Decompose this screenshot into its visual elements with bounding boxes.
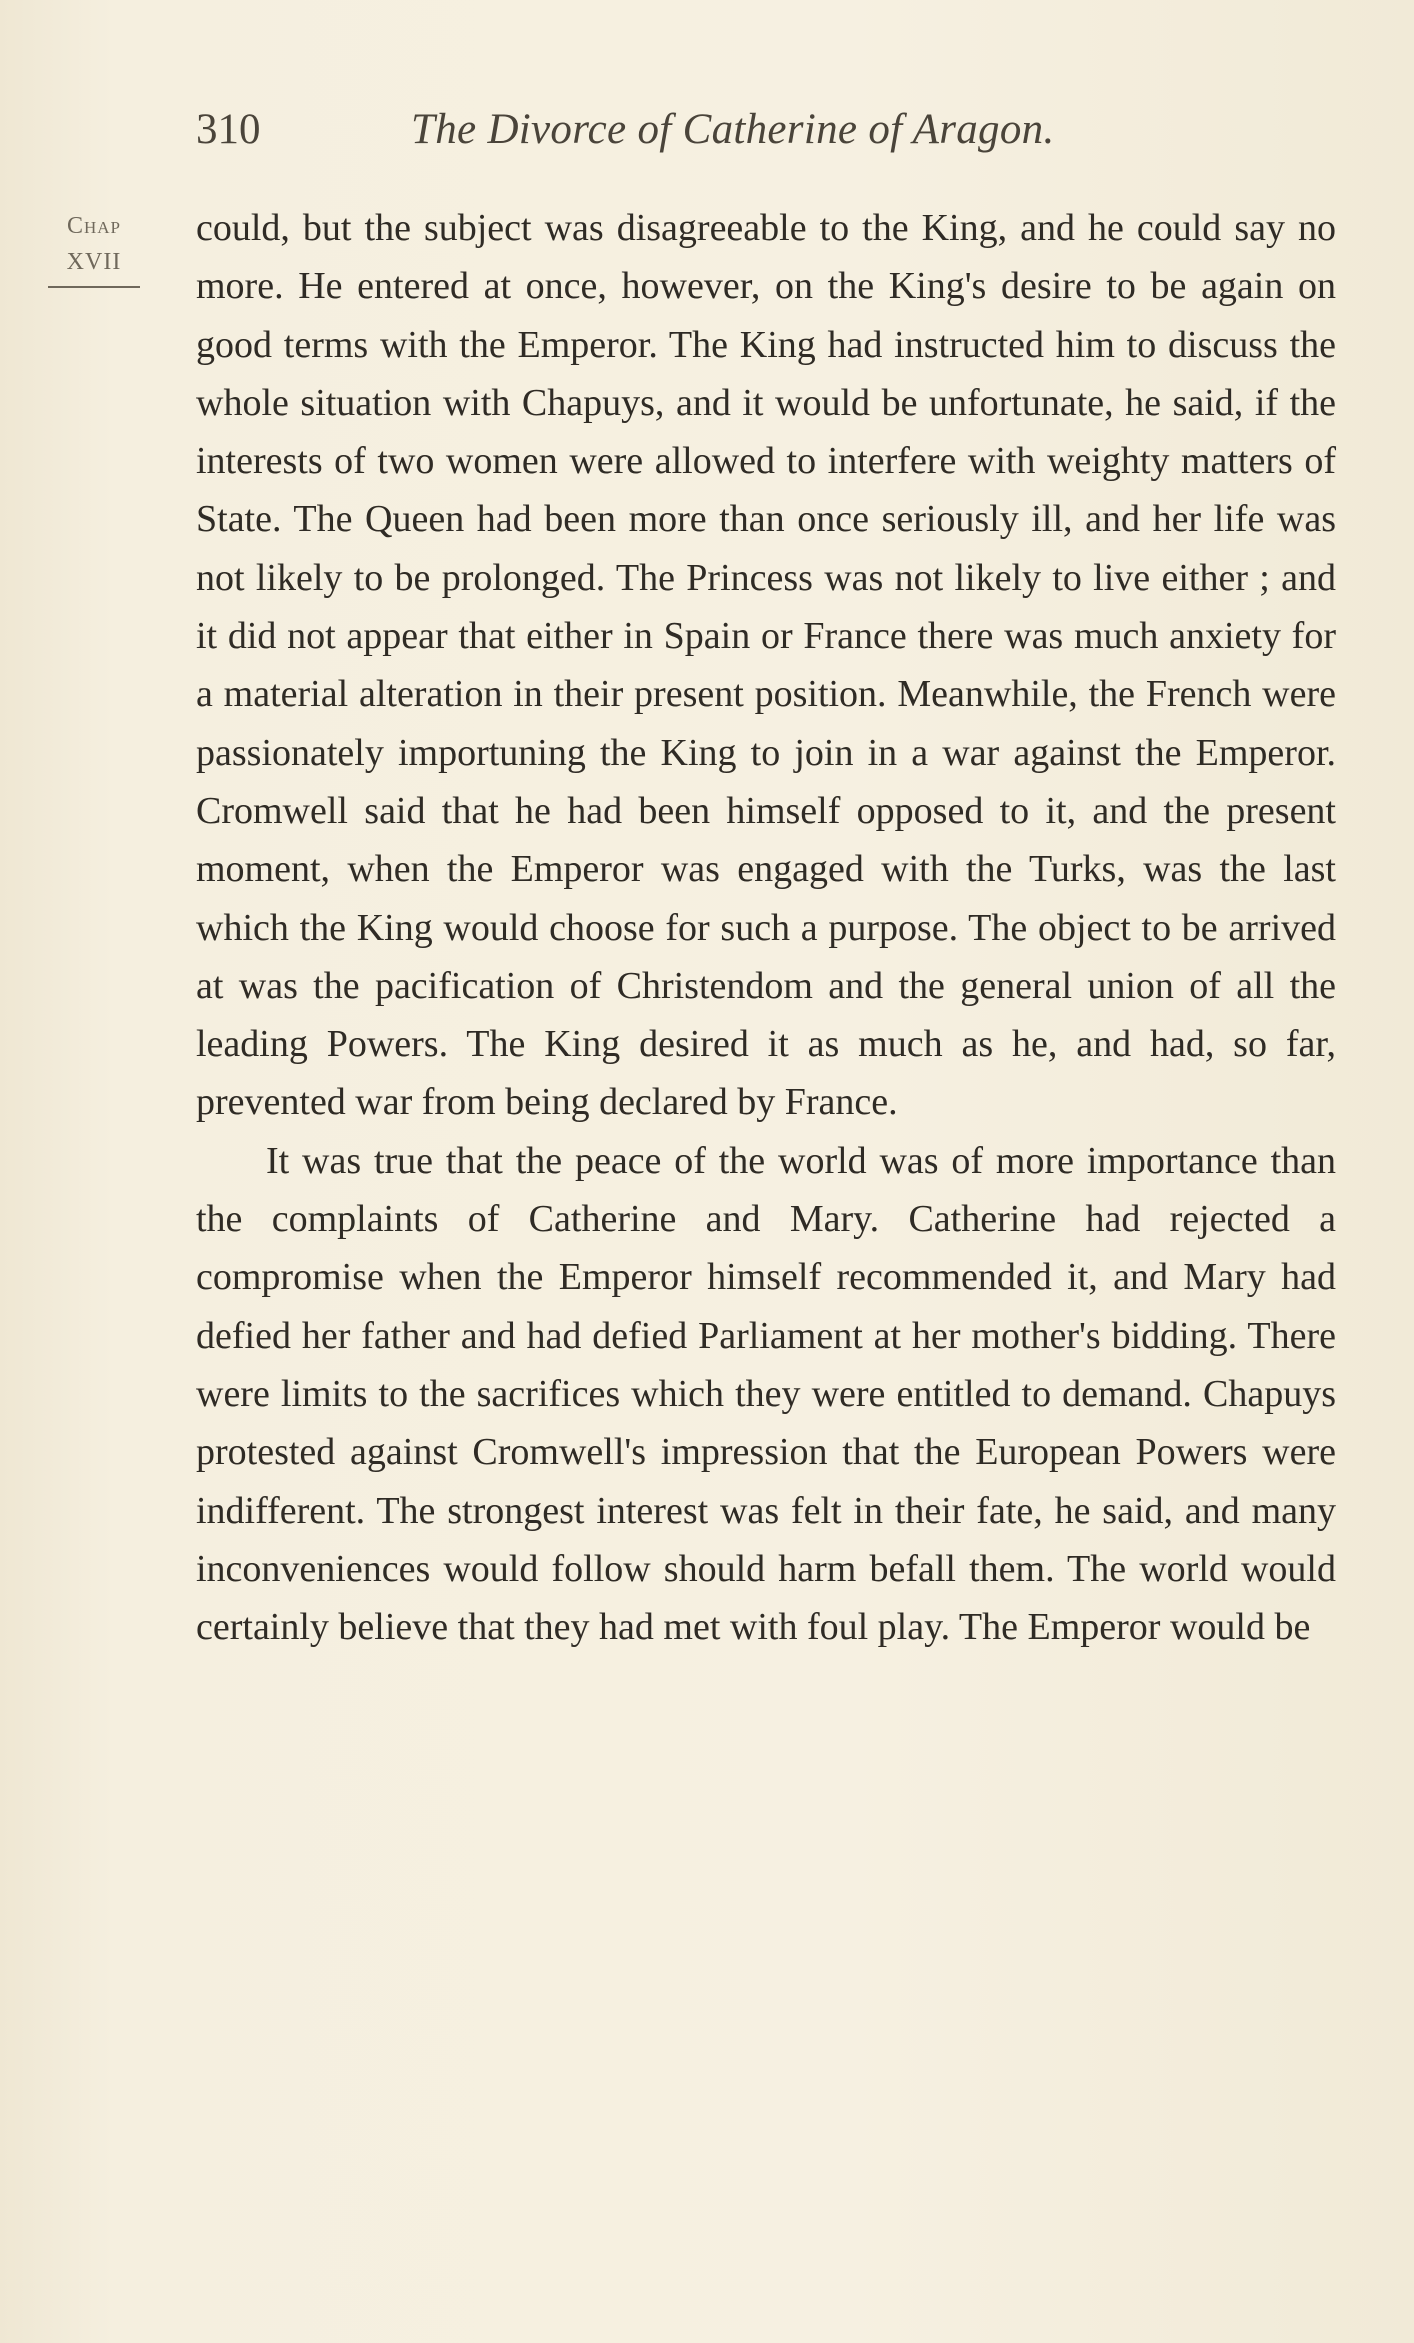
body-text — [196, 199, 1336, 1656]
chapter-label: Chap — [66, 213, 122, 239]
page-header — [196, 100, 1336, 160]
paragraph: It was true that the peace of the world was of more importance than the complaints of Catherine and Mary. Catherine had rejected a compromise when the Emperor himself recommended it, and Mary had defied her father and had defied Parliament at her mother's bidding. There were limits to the sacrifices which they were entitled to demand. Chapuys protested against Cromwell's impression that the European Powers were indifferent. The strongest interest was felt in their fate, he said, and many inconveniences would follow should harm befall them. The world would certainly believe that they had met with foul play. The Emperor would be — [196, 1139, 1336, 1649]
running-title: The Divorce of Catherine of Aragon. — [411, 106, 1055, 153]
margin-rule — [48, 286, 140, 288]
chapter-margin-note — [44, 208, 144, 288]
paragraph-continued: could, but the subject was disagreeable to the King, and he could say no more. He entered at once, however, on the King's desire to be again on good terms with the Emperor. The King had instructed him to discuss the whole situation with Chapuys, and it would be unfortunate, he said, if the interests of two women were allowed to interfere with weighty matters of State. The Queen had been more than once seriously ill, and her life was not likely to be prolonged. The Princess was not likely to live either ; and it did not appear that either in Spain or France there was much anxiety for a material alteration in their present position. Meanwhile, the French were passionately importuning the King to join in a war against the Emperor. Cromwell said that he had been himself opposed to it, and the present moment, when the Emperor was engaged with the Turks, was the last which the King would choose for such a purpose. The object to be arrived at was the pacification of Christendom and the general union of all the leading Powers. The King desired it as much as he, and had, so far, prevented war from being declared by France. — [196, 207, 1336, 1124]
chapter-number: XVII — [66, 249, 122, 275]
page-number: 310 — [196, 106, 261, 153]
